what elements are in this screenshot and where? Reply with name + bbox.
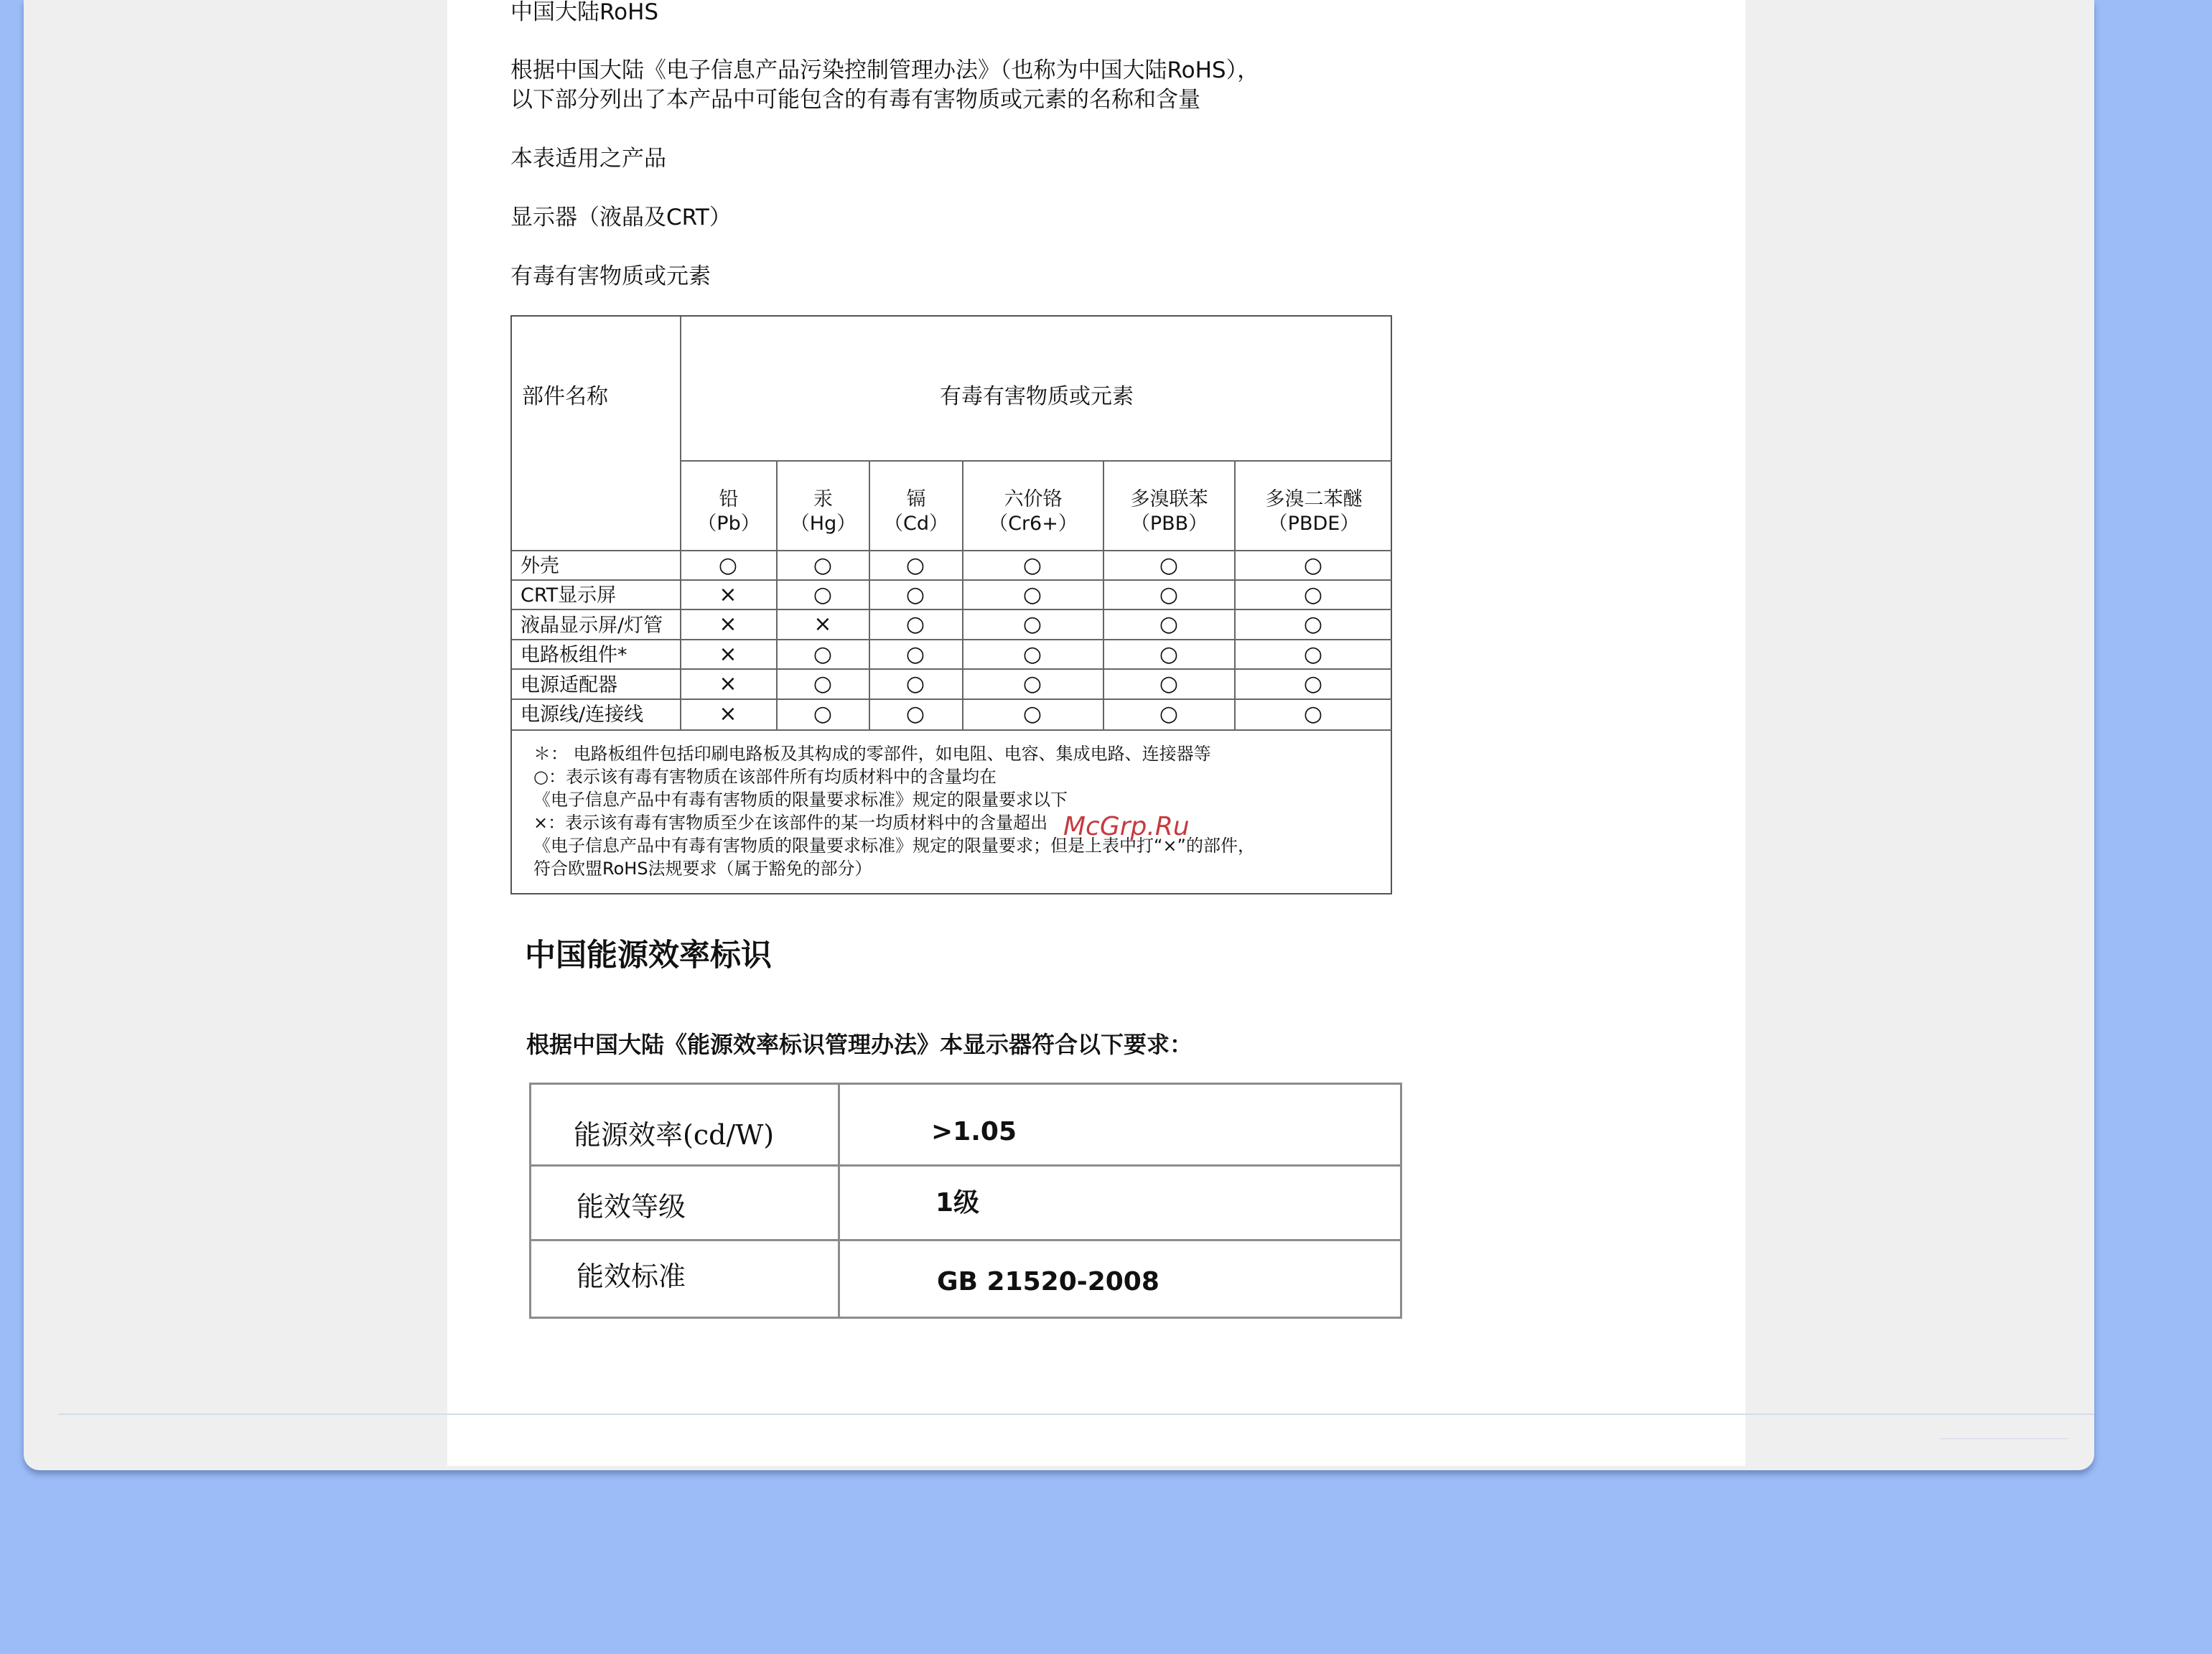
rohs-intro-line2: 以下部分列出了本产品中可能包含的有毒有害物质或元素的名称和含量 [510, 87, 1200, 113]
energy-label-2: 能效标准 [577, 1261, 686, 1292]
mark-r3-c1: ○ [813, 642, 833, 667]
col-header-pbb: 多溴联苯 （PBB） [1130, 488, 1208, 535]
energy-label-1: 能效等级 [577, 1191, 686, 1223]
energy-value-1: 1级 [935, 1188, 980, 1218]
mark-r5-c4: ○ [1159, 701, 1179, 726]
mark-r4-c4: ○ [1159, 671, 1179, 696]
row-part-3: 电路板组件* [521, 644, 627, 666]
mark-r4-c1: ○ [813, 671, 833, 696]
row-part-1: CRT显示屏 [521, 584, 617, 607]
mark-r1-c5: ○ [1303, 582, 1323, 607]
mark-r2-c1: × [813, 612, 832, 637]
energy-value-0: >1.05 [931, 1117, 1017, 1146]
substances-label: 有毒有害物质或元素 [510, 263, 711, 289]
note-0: ＊： 电路板组件包括印刷电路板及其构成的零部件，如电阻、电容、集成电路、连接器等 [533, 744, 1211, 764]
document-page [447, 0, 1745, 1466]
mark-r1-c0: × [719, 582, 737, 607]
energy-heading: 中国能源效率标识 [525, 938, 772, 973]
mark-r2-c2: ○ [905, 612, 925, 637]
mark-r0-c2: ○ [905, 553, 925, 578]
col-header-pbde: 多溴二苯醚 （PBDE） [1265, 488, 1363, 535]
mark-r1-c4: ○ [1159, 582, 1179, 607]
mark-r0-c1: ○ [813, 553, 833, 578]
rohs-heading: 中国大陆RoHS [510, 0, 659, 25]
mark-r5-c1: ○ [813, 701, 833, 726]
watermark: McGrp.Ru [1063, 812, 1190, 841]
rohs-table [510, 315, 1392, 894]
mark-r2-c3: ○ [1022, 612, 1042, 637]
mark-r3-c0: × [719, 642, 737, 667]
substances-group-header: 有毒有害物质或元素 [940, 384, 1134, 409]
mark-r2-c5: ○ [1303, 612, 1323, 637]
frame-divider-right [1941, 1438, 2068, 1439]
col-header-pb: 铅 （Pb） [697, 488, 760, 535]
energy-value-2: GB 21520-2008 [937, 1267, 1159, 1296]
energy-table [529, 1083, 1402, 1319]
mark-r4-c0: × [719, 671, 737, 696]
mark-r1-c3: ○ [1022, 582, 1042, 607]
mark-r0-c5: ○ [1303, 553, 1323, 578]
energy-requirement: 根据中国大陆《能源效率标识管理办法》本显示器符合以下要求： [526, 1031, 1193, 1058]
row-part-4: 电源适配器 [521, 674, 617, 696]
mark-r4-c5: ○ [1303, 671, 1323, 696]
mark-r3-c2: ○ [905, 642, 925, 667]
note-3: ×：表示该有毒有害物质至少在该部件的某一均质材料中的含量超出 [533, 813, 1048, 833]
frame-divider [58, 1414, 2094, 1415]
note-1: ○：表示该有毒有害物质在该部件所有均质材料中的含量均在 [533, 767, 997, 787]
mark-r2-c0: × [719, 612, 737, 637]
window-frame [24, 0, 2094, 1470]
note-2: 《电子信息产品中有毒有害物质的限量要求标准》规定的限量要求以下 [533, 790, 1068, 810]
mark-r5-c0: × [719, 701, 737, 726]
note-5: 符合欧盟RoHS法规要求（属于豁免的部分） [533, 859, 872, 879]
mark-r0-c0: ○ [718, 553, 738, 578]
mark-r5-c2: ○ [905, 701, 925, 726]
mark-r4-c2: ○ [905, 671, 925, 696]
mark-r3-c3: ○ [1022, 642, 1042, 667]
row-part-5: 电源线/连接线 [521, 704, 644, 726]
note-4: 《电子信息产品中有毒有害物质的限量要求标准》规定的限量要求；但是上表中打“×”的部件， [533, 836, 1255, 856]
energy-label-0: 能源效率(cd/W) [574, 1119, 775, 1151]
mark-r0-c4: ○ [1159, 553, 1179, 578]
col-header-cr6: 六价铬 （Cr6+） [989, 488, 1078, 535]
product-label: 显示器（液晶及CRT） [510, 205, 732, 230]
rohs-intro-line1: 根据中国大陆《电子信息产品污染控制管理办法》（也称为中国大陆RoHS）， [510, 57, 1260, 83]
row-part-0: 外壳 [521, 555, 559, 577]
mark-r0-c3: ○ [1022, 553, 1042, 578]
row-part-2: 液晶显示屏/灯管 [521, 615, 663, 637]
col-header-cd: 镉 （Cd） [884, 488, 948, 535]
mark-r1-c1: ○ [813, 582, 833, 607]
mark-r3-c4: ○ [1159, 642, 1179, 667]
part-name-header: 部件名称 [522, 384, 608, 409]
mark-r1-c2: ○ [905, 582, 925, 607]
mark-r5-c3: ○ [1022, 701, 1042, 726]
mark-r2-c4: ○ [1159, 612, 1179, 637]
mark-r4-c3: ○ [1022, 671, 1042, 696]
applies-label: 本表适用之产品 [510, 146, 666, 172]
mark-r3-c5: ○ [1303, 642, 1323, 667]
col-header-hg: 汞 （Hg） [790, 488, 857, 535]
mark-r5-c5: ○ [1303, 701, 1323, 726]
